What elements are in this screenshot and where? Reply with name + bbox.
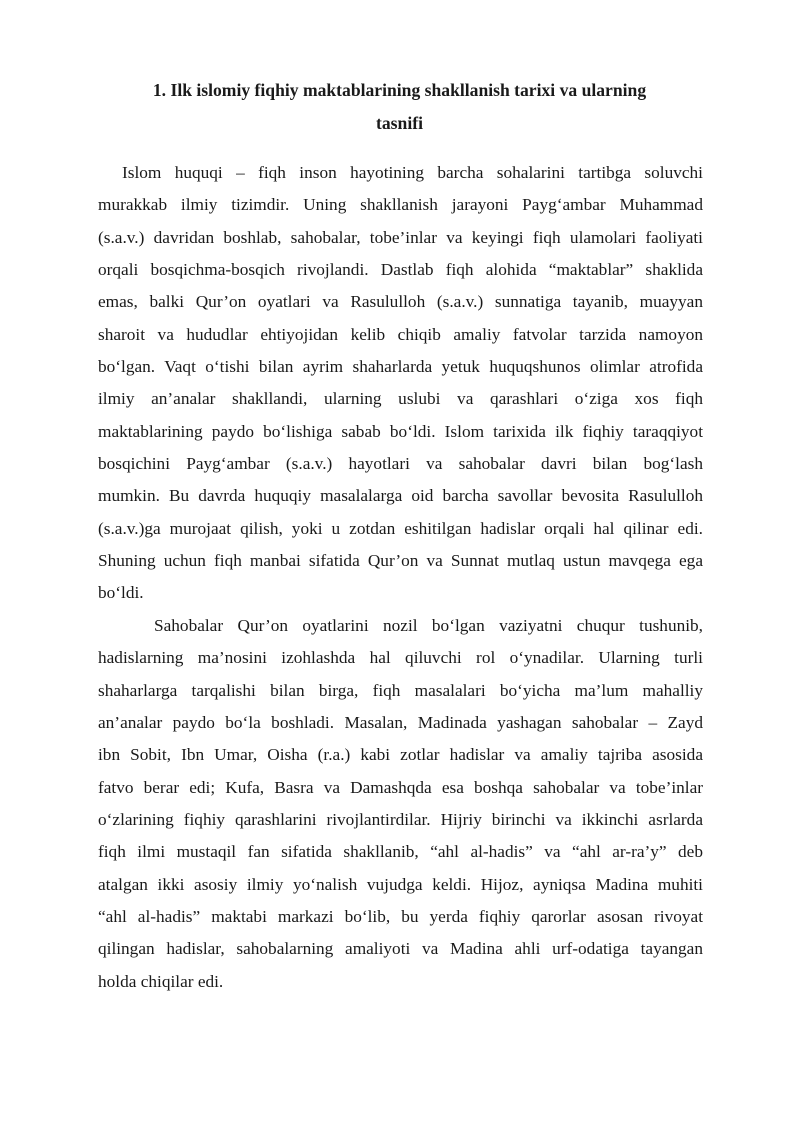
body-text bbox=[98, 157, 703, 998]
paragraph-line: (s.a.v.)ga murojaat qilish, yoki u zotdan eshitilgan hadislar orqali hal qilinar edi. bbox=[98, 518, 703, 538]
paragraph-line: sharoit va hududlar ehtiyojidan kelib chiqib amaliy fatvolar tarzida namoyon bbox=[98, 324, 703, 344]
heading-line-1: 1. Ilk islomiy fiqhiy maktablarining shakllanish tarixi va ularning bbox=[152, 80, 647, 100]
paragraph-line: Sahobalar Qur’on oyatlarini nozil bo‘lgan vaziyatni chuqur tushunib, bbox=[154, 615, 703, 635]
paragraph-line: Islom huquqi – fiqh inson hayotining barcha sohalarini tartibga soluvchi bbox=[122, 163, 703, 182]
paragraph-line: bo‘lgan. Vaqt o‘tishi bilan ayrim shaharlarda yetuk huquqshunos olimlar atrofida bbox=[98, 357, 703, 377]
paragraph-1 bbox=[98, 157, 703, 610]
paragraph-line: holda chiqilar edi. bbox=[98, 971, 224, 991]
paragraph-line: orqali bosqichma-bosqich rivojlandi. Dastlab fiqh alohida “maktablar” shaklida bbox=[98, 260, 703, 280]
paragraph-line: Shuning uchun fiqh manbai sifatida Qur’on va Sunnat mutlaq ustun mavqega ega bbox=[98, 551, 703, 571]
paragraph-line: shaharlarga tarqalishi bilan birga, fiqh masalalari bo‘yicha ma’lum mahalliy bbox=[98, 680, 703, 700]
paragraph-line: maktablarining paydo bo‘lishiga sabab bo‘ldi. Islom tarixida ilk fiqhiy taraqqiyot bbox=[98, 421, 703, 441]
paragraph-line: hadislarning ma’nosini izohlashda hal qiluvchi rol o‘ynadilar. Ularning turli bbox=[98, 648, 703, 668]
paragraph-line: an’analar paydo bo‘la boshladi. Masalan, Madinada yashagan sahobalar – Zayd bbox=[98, 712, 703, 732]
paragraph-line: bosqichini Payg‘ambar (s.a.v.) hayotlari va sahobalar davri bilan bog‘lash bbox=[98, 454, 703, 474]
paragraph-line: fatvo berar edi; Kufa, Basra va Damashqda esa boshqa sahobalar va tobe’inlar bbox=[98, 777, 703, 797]
paragraph-line: ibn Sobit, Ibn Umar, Oisha (r.a.) kabi zotlar hadislar va amaliy tajriba asosida bbox=[98, 745, 703, 765]
paragraph-line: emas, balki Qur’on oyatlari va Rasululloh (s.a.v.) sunnatiga tayanib, muayyan bbox=[98, 292, 703, 312]
paragraph-line: (s.a.v.) davridan boshlab, sahobalar, tobe’inlar va keyingi fiqh ulamolari faoliyati bbox=[98, 227, 703, 247]
paragraph-line: qilingan hadislar, sahobalarning amaliyoti va Madina ahli urf-odatiga tayangan bbox=[98, 939, 703, 959]
paragraph-line: ilmiy an’analar shakllandi, ularning uslubi va qarashlari o‘ziga xos fiqh bbox=[98, 389, 703, 409]
paragraph-2 bbox=[98, 610, 703, 998]
paragraph-line: murakkab ilmiy tizimdir. Uning shakllanish jarayoni Payg‘ambar Muhammad bbox=[98, 195, 703, 215]
paragraph-line: atalgan ikki asosiy ilmiy yo‘nalish vujudga keldi. Hijoz, ayniqsa Madina muhiti bbox=[98, 874, 703, 894]
paragraph-line: bo‘ldi. bbox=[98, 583, 144, 603]
heading-line-2: tasnifi bbox=[376, 113, 423, 133]
paragraph-line: “ahl al-hadis” maktabi markazi bo‘lib, bu yerda fiqhiy qarorlar asosan rivoyat bbox=[98, 906, 703, 926]
paragraph-line: mumkin. Bu davrda huquqiy masalalarga oid barcha savollar bevosita Rasululloh bbox=[98, 486, 703, 506]
section-heading bbox=[98, 74, 701, 140]
paragraph-line: fiqh ilmi mustaqil fan sifatida shakllanib, “ahl al-hadis” va “ahl ar-ra’y” deb bbox=[98, 842, 703, 862]
paragraph-line: o‘zlarining fiqhiy qarashlarini rivojlantirdilar. Hijriy birinchi va ikkinchi asrlarda bbox=[98, 809, 703, 829]
